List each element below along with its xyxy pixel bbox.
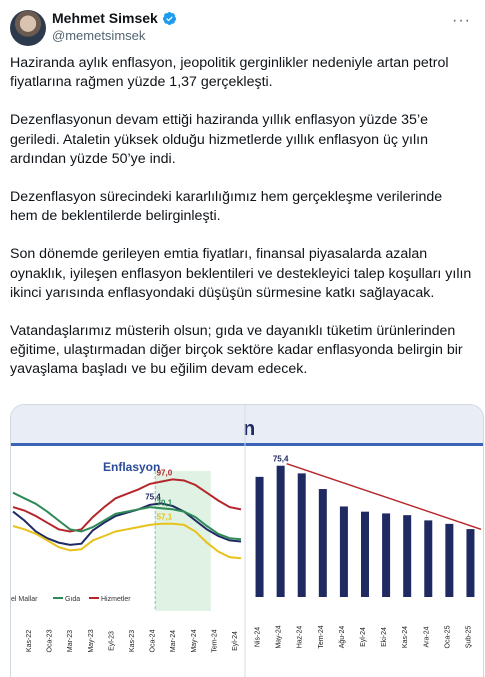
bar (382, 513, 390, 597)
tweet-paragraph: Son dönemde gerileyen emtia fiyatları, finansal piyasalarda azalan oynaklık, iyileşen enflasyon beklentileri ve destekleyici talep koşulları yılın ikinci yarısında enflasyondaki düşüşün sürmesine katkı sağlayacak. (10, 246, 472, 301)
bar-chart-panel (255, 455, 481, 649)
bar (361, 512, 369, 597)
tweet-paragraph: Vatandaşlarımız müsterih olsun; gıda ve dayanıklı tüketim ürünlerinden eğitime, ulaştırmadan diğer birçok sektöre kadar enflasyonda belirgin bir yavaşlama başladı ve bu eğilim devam edecek. (10, 323, 463, 378)
x-tick-label: Kas-22 (26, 629, 33, 653)
verified-badge-icon (162, 11, 177, 26)
chart-title: Enflasyon (103, 460, 161, 474)
x-tick-label: Ara-24 (423, 626, 431, 648)
x-tick-label: Eki-24 (381, 627, 389, 647)
data-label: 75,4 (145, 492, 161, 502)
avatar[interactable] (10, 10, 46, 46)
legend-item: Hizmetler (101, 596, 131, 603)
x-tick-label: Kas-24 (402, 625, 410, 649)
x-tick-label: Eyl-24 (232, 631, 239, 651)
tweet-media-image[interactable] (10, 404, 484, 677)
bar (319, 489, 327, 597)
tweet-paragraph: Haziranda aylık enflasyon, jeopolitik gerginlikler nedeniyle artan petrol fiyatlarına rağmen yüzde 1,37 gerçekleşti. (10, 55, 449, 91)
data-label: 97,0 (156, 468, 173, 478)
x-tick-label: Oca-23 (46, 629, 54, 653)
x-tick-label: Eyl-23 (108, 631, 116, 651)
tweet-header (10, 8, 475, 48)
x-tick-label: Ağu-24 (338, 625, 346, 649)
bar (424, 520, 432, 597)
author-handle[interactable]: @memetsimsek (52, 28, 146, 43)
x-tick-label: May-24 (275, 625, 283, 649)
x-tick-label: Tem-24 (317, 625, 325, 649)
forecast-band (155, 471, 211, 611)
legend-item: el Mallar (11, 596, 38, 603)
tweet-paragraph: Dezenflasyon sürecindeki kararlılığımız hem gerçekleşme verilerinde hem de beklentilerde belirginleşti. (10, 189, 443, 225)
x-tick-label: May-24 (190, 629, 198, 653)
bar (277, 466, 285, 597)
tweet-paragraph: Dezenflasyonun devam ettiği haziranda yıllık enflasyon yüzde 35’e geriledi. Ataletin yüksek olduğu hizmetlerde yıllık enflasyon üç yılın ardından yüzde 50’ye indi. (10, 112, 428, 167)
x-tick-label: Kas-23 (129, 629, 136, 653)
x-tick-label: May-23 (87, 629, 95, 653)
x-tick-label: Oca-24 (149, 629, 157, 653)
bar (256, 477, 264, 597)
x-tick-label: Nis-24 (254, 626, 262, 648)
x-tick-label: Eyl-24 (360, 627, 367, 647)
tweet-text (10, 54, 472, 399)
bar (298, 473, 306, 597)
banner-title: n (243, 418, 256, 440)
bar (466, 529, 474, 597)
bar (340, 506, 348, 597)
more-options-icon[interactable]: ··· (452, 12, 471, 29)
author-name[interactable]: Mehmet Simsek (52, 10, 158, 26)
x-tick-label: Oca-25 (444, 625, 452, 649)
x-tick-label: Mar-23 (67, 629, 75, 653)
data-label: 57,1 (156, 512, 173, 522)
legend-item: Gıda (65, 596, 81, 603)
x-tick-label: Haz-24 (296, 625, 304, 649)
x-tick-label: Mar-24 (170, 629, 178, 653)
x-tick-label: Tem-24 (211, 629, 219, 653)
data-label: 70,1 (156, 498, 173, 508)
author-name-row (52, 10, 177, 26)
bar (403, 515, 411, 597)
data-label: 75,4 (272, 454, 289, 464)
x-tick-label: Şub-25 (465, 625, 473, 649)
inflation-chart (11, 405, 483, 677)
bar (445, 524, 453, 597)
